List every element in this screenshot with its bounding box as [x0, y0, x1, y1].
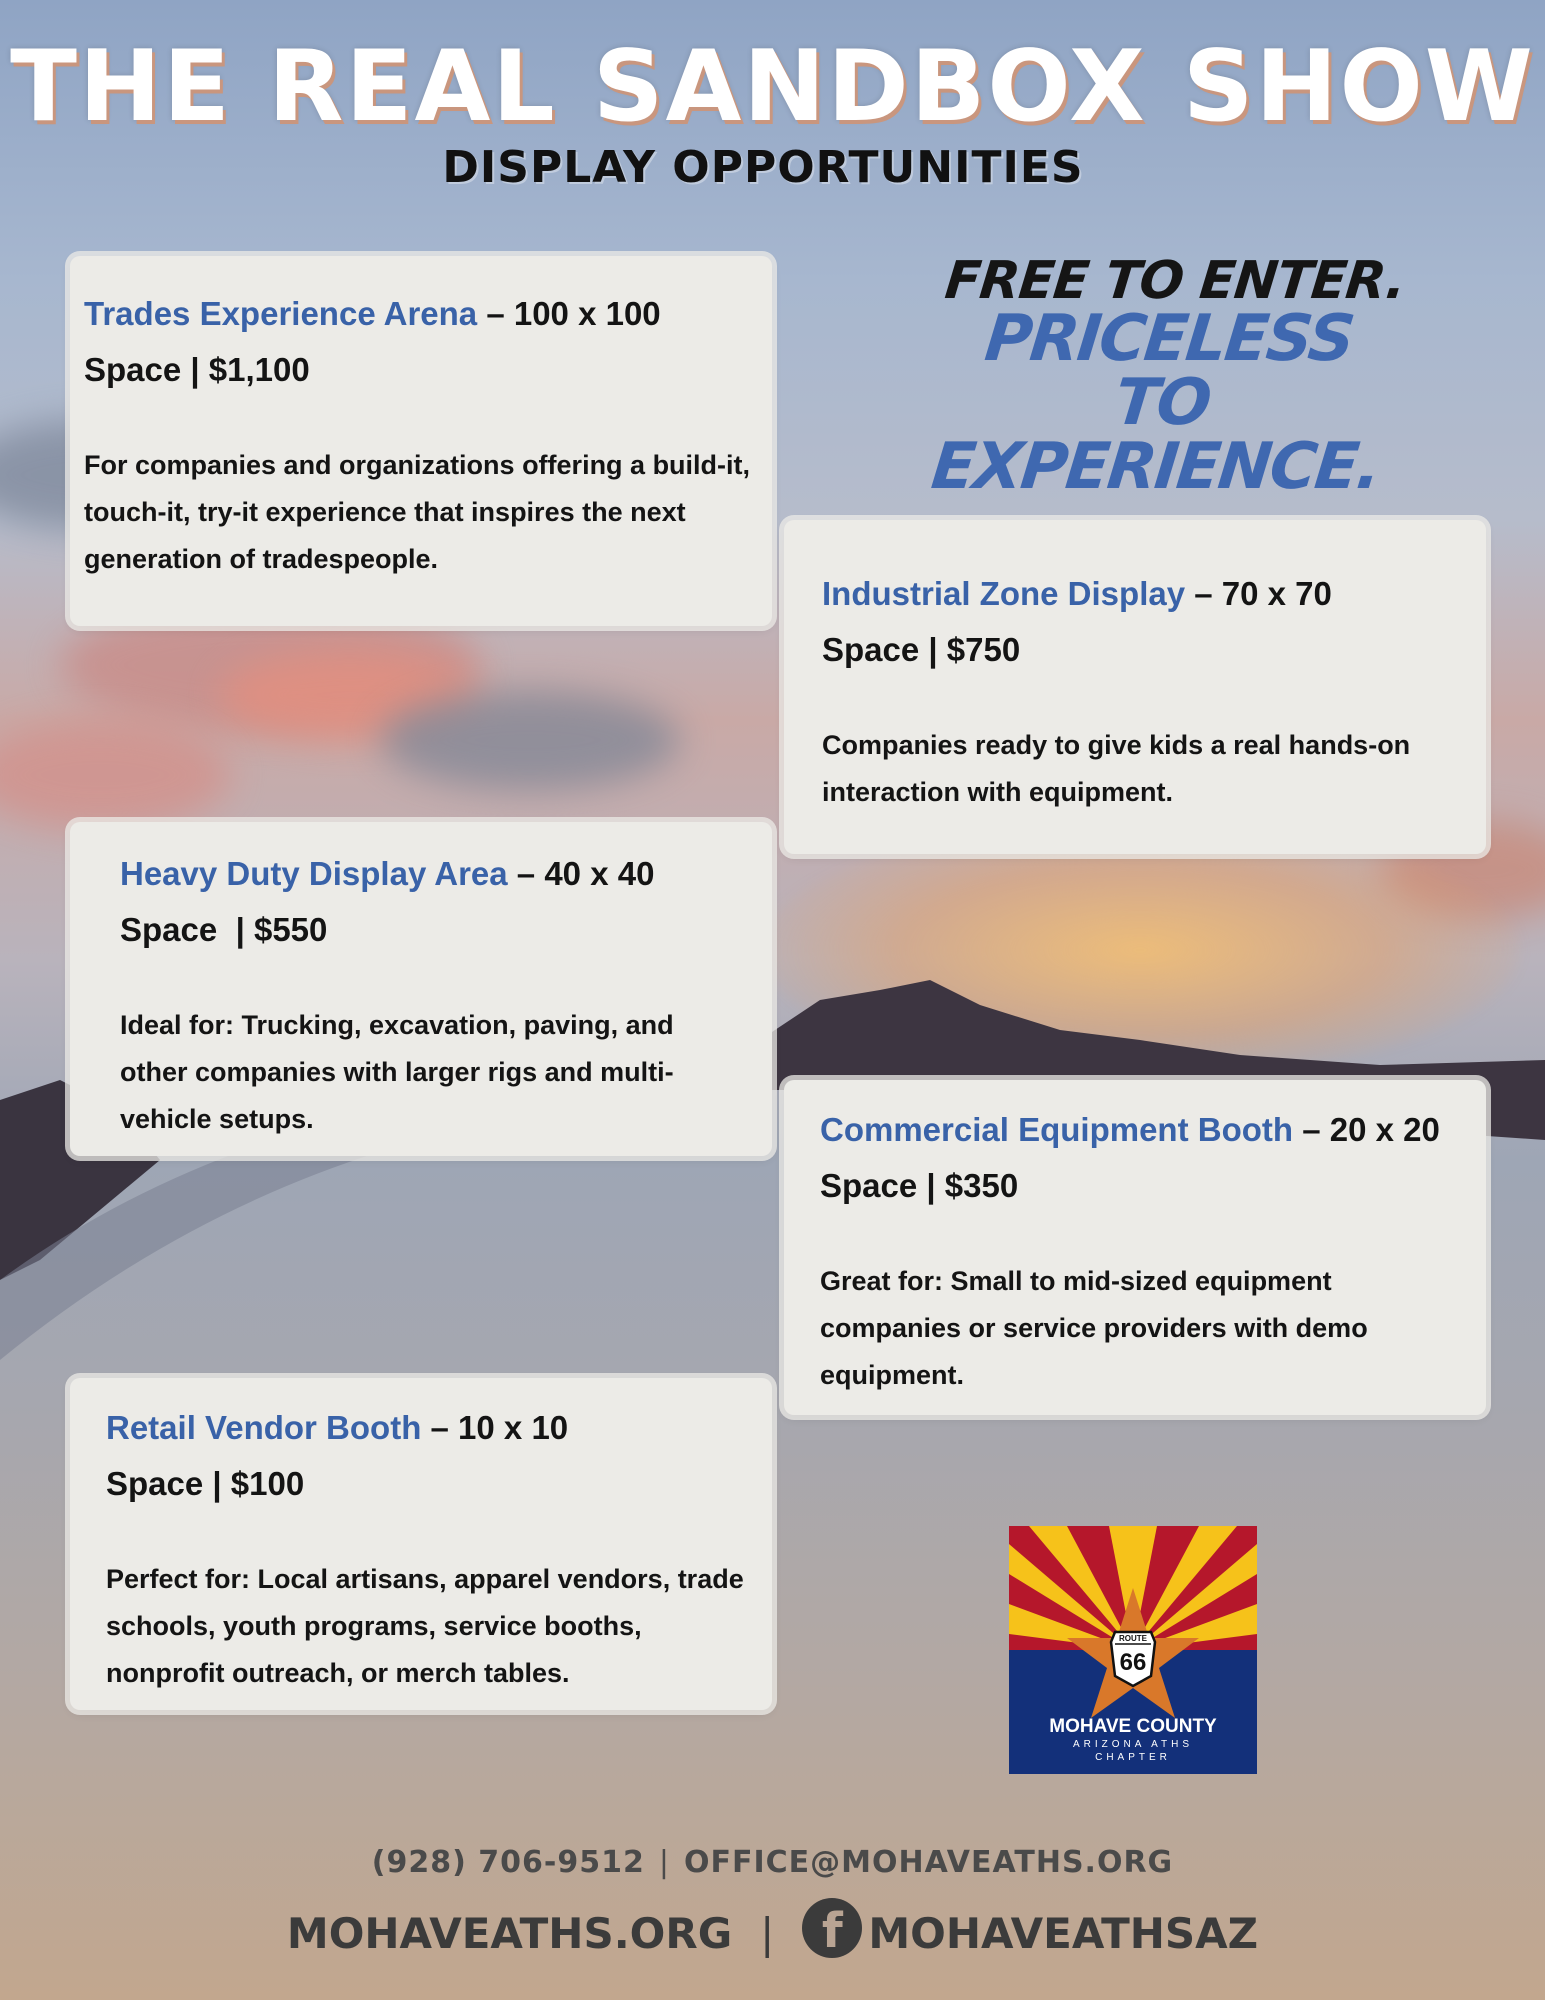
separator: | [658, 1845, 670, 1880]
tagline [917, 251, 1413, 504]
card-dims: – 100 x 100 [477, 295, 661, 332]
card-heading [106, 1400, 758, 1456]
card-heading [820, 1102, 1466, 1158]
mohave-county-logo [1009, 1526, 1257, 1774]
tagline-line2: PRICELESS TO [981, 302, 1357, 440]
card-heading [84, 286, 758, 342]
card-name: Industrial Zone Display [822, 575, 1186, 612]
tagline-line1: FREE TO ENTER. [942, 251, 1408, 311]
card-description: Ideal for: Trucking, excavation, paving, and other companies with larger rigs and multi-vehicle setups. [120, 1010, 674, 1134]
logo-subtitle-line2: CHAPTER [1095, 1752, 1171, 1763]
card-dims: – 40 x 40 [507, 855, 655, 892]
separator: | [760, 1909, 775, 1958]
card-description: For companies and organizations offering a build-it, touch-it, try-it experience that inspires the next generation of tradespeople. [84, 450, 751, 574]
page-title: THE REAL SANDBOX SHOW [10, 30, 1535, 144]
facebook-icon[interactable]: f [802, 1898, 862, 1958]
route-number: 66 [1119, 1649, 1147, 1676]
card-description: Great for: Small to mid-sized equipment companies or service providers with demo equipment. [820, 1266, 1368, 1390]
card-description: Companies ready to give kids a real hands-on interaction with equipment. [822, 730, 1411, 807]
opportunity-card-trades-arena [70, 256, 772, 626]
website-link[interactable]: MOHAVEATHS.ORG [286, 1909, 733, 1958]
card-price: Space | $1,100 [84, 351, 310, 388]
route-label: ROUTE [1119, 1634, 1147, 1643]
card-name: Retail Vendor Booth [106, 1409, 422, 1446]
card-dims: – 10 x 10 [421, 1409, 569, 1446]
cloud-decoration [0, 720, 230, 830]
opportunity-card-industrial-zone [784, 520, 1486, 854]
card-heading [120, 846, 732, 902]
tagline-line3: EXPERIENCE. [928, 430, 1383, 504]
page-subtitle: DISPLAY OPPORTUNITIES [442, 142, 1084, 193]
card-name: Heavy Duty Display Area [120, 855, 508, 892]
facebook-handle[interactable]: MOHAVEATHSAZ [868, 1909, 1259, 1958]
logo-subtitle-line1: ARIZONA ATHS [1072, 1739, 1194, 1750]
email-address[interactable]: OFFICE@MOHAVEATHS.ORG [683, 1845, 1174, 1880]
logo-title: MOHAVE COUNTY [1049, 1716, 1217, 1737]
opportunity-card-commercial-equipment [784, 1080, 1486, 1415]
card-price: Space | $550 [120, 911, 328, 948]
card-name: Commercial Equipment Booth [820, 1111, 1294, 1148]
card-price: Space | $350 [820, 1167, 1019, 1204]
contact-line-2 [0, 1898, 1545, 1958]
opportunity-card-heavy-duty [70, 822, 772, 1156]
card-dims: – 70 x 70 [1185, 575, 1332, 612]
card-description: Perfect for: Local artisans, apparel vendors, trade schools, youth programs, service booths, nonprofit outreach, or merch tables. [106, 1564, 744, 1688]
card-heading [822, 566, 1466, 622]
card-dims: – 20 x 20 [1293, 1111, 1440, 1148]
contact-line-1 [0, 1845, 1545, 1880]
card-price: Space | $750 [822, 631, 1021, 668]
card-price: Space | $100 [106, 1465, 305, 1502]
cloud-decoration [380, 690, 680, 790]
phone-number[interactable]: (928) 706-9512 [371, 1845, 645, 1880]
logo-subtitle [1009, 1738, 1257, 1764]
opportunity-card-retail-vendor [70, 1378, 772, 1710]
card-name: Trades Experience Arena [84, 295, 478, 332]
